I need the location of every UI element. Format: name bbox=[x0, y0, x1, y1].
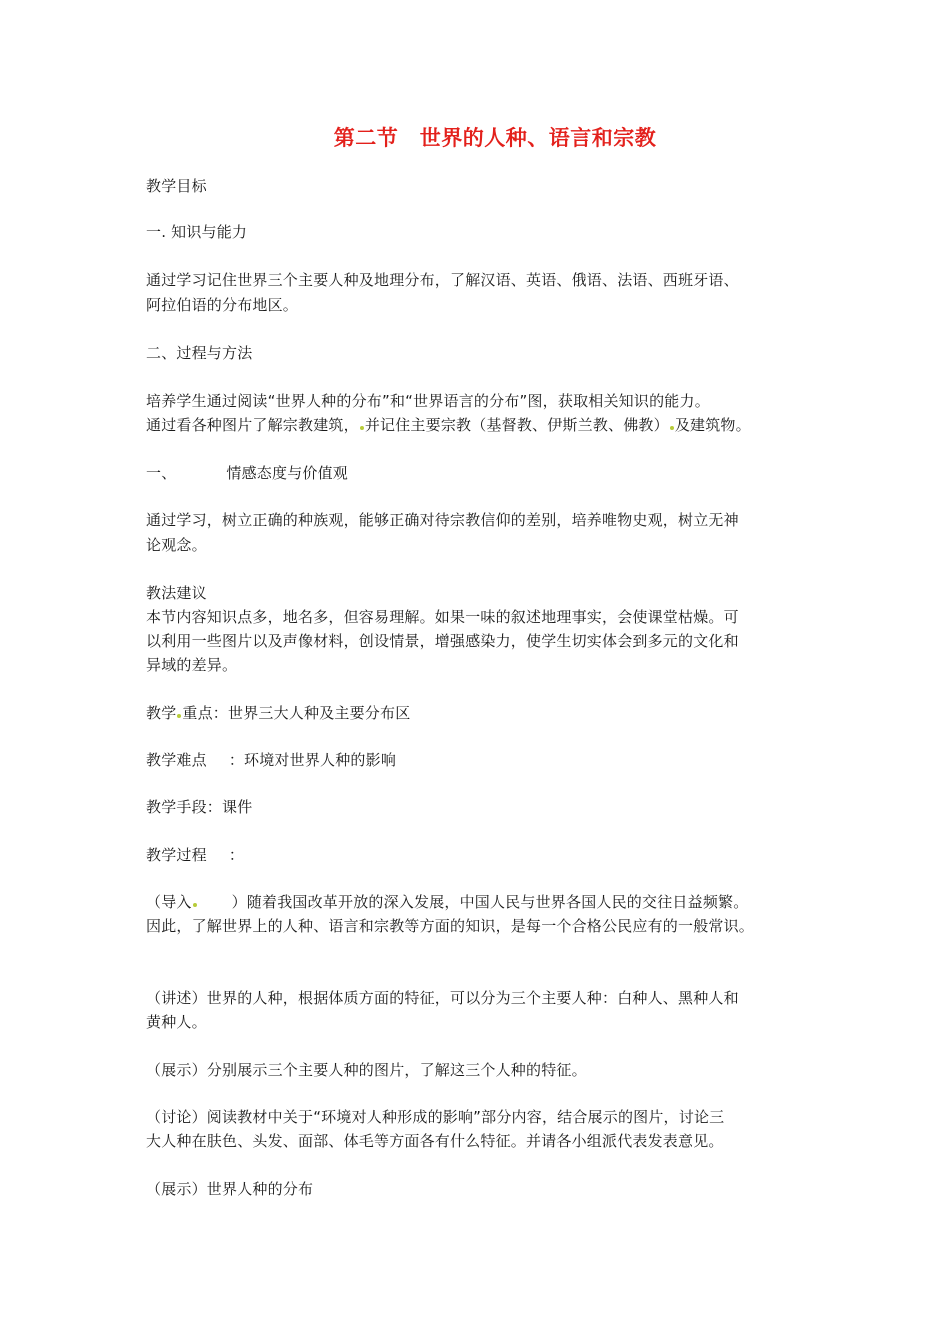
page-title: 第二节 世界的人种、语言和宗教 bbox=[333, 126, 657, 150]
difficulty-line bbox=[146, 748, 396, 772]
process-steps-line bbox=[146, 843, 244, 867]
annotation-mark bbox=[177, 714, 181, 718]
annotation-mark bbox=[193, 903, 197, 907]
annotation-mark bbox=[670, 426, 674, 430]
discuss-line-2: 大人种在肤色、头发、面部、体毛等方面各有什么特征。并请各小组派代表发表意见。 bbox=[146, 1132, 724, 1150]
lecture-line-1: （讲述）世界的人种，根据体质方面的特征，可以分为三个主要人种：白种人、黑种人和 bbox=[146, 989, 739, 1007]
lecture-line-2: 黄种人。 bbox=[146, 1013, 207, 1031]
process-text-line-2 bbox=[146, 413, 751, 437]
attitude-heading-line bbox=[146, 461, 348, 485]
method-text-line-1: 本节内容知识点多，地名多，但容易理解。如果一味的叙述地理事实，会使课堂枯燥。可 bbox=[146, 608, 739, 626]
process-heading: 二、过程与方法 bbox=[146, 344, 253, 362]
method-text-line-2: 以利用一些图片以及声像材料，创设情景，增强感染力，使学生切实体会到多元的文化和 bbox=[146, 632, 739, 650]
method-text-line-3: 异域的差异。 bbox=[146, 656, 238, 674]
annotation-mark bbox=[360, 426, 364, 430]
attitude-text-line-1: 通过学习，树立正确的种族观，能够正确对待宗教信仰的差别，培养唯物史观，树立无神 bbox=[146, 511, 739, 529]
focus-label: 教学 bbox=[146, 704, 177, 722]
process-text-line-1: 培养学生通过阅读“世界人种的分布”和“世界语言的分布”图，获取相关知识的能力。 bbox=[146, 392, 710, 410]
difficulty-text: ：环境对世界人种的影响 bbox=[228, 751, 397, 769]
process-text-part-a: 通过看各种图片了解宗教建筑， bbox=[146, 416, 359, 434]
intro-label: （导入 bbox=[146, 893, 192, 911]
focus-line bbox=[146, 701, 410, 725]
method-heading: 教法建议 bbox=[146, 584, 207, 602]
process-steps-label: 教学过程 bbox=[146, 846, 207, 864]
discuss-line-1: （讨论）阅读教材中关于“环境对人种形成的影响”部分内容，结合展示的图片，讨论三 bbox=[146, 1108, 725, 1126]
attitude-text-line-2: 论观念。 bbox=[146, 536, 207, 554]
intro-line-1 bbox=[146, 890, 748, 914]
knowledge-heading: 一. 知识与能力 bbox=[146, 223, 248, 241]
show-line-1: （展示）分别展示三个主要人种的图片，了解这三个人种的特征。 bbox=[146, 1061, 587, 1079]
intro-text-1: ）随着我国改革开放的深入发展，中国人民与世界各国人民的交往日益频繁。 bbox=[231, 893, 749, 911]
process-steps-colon: ： bbox=[228, 846, 245, 864]
process-text-part-b: 并记住主要宗教（基督教、伊斯兰教、佛教） bbox=[364, 416, 669, 434]
knowledge-text-line-2: 阿拉伯语的分布地区。 bbox=[146, 296, 299, 314]
objectives-heading: 教学目标 bbox=[146, 177, 207, 195]
means-line: 教学手段：课件 bbox=[146, 798, 253, 816]
process-text-part-c: 及建筑物。 bbox=[674, 416, 751, 434]
attitude-heading: 情感态度与价值观 bbox=[226, 464, 349, 482]
intro-line-2: 因此，了解世界上的人种、语言和宗教等方面的知识，是每一个合格公民应有的一般常识。 bbox=[146, 917, 755, 935]
focus-text: 重点：世界三大人种及主要分布区 bbox=[182, 704, 411, 722]
show-line-2: （展示）世界人种的分布 bbox=[146, 1180, 314, 1198]
attitude-number: 一、 bbox=[146, 464, 177, 482]
difficulty-label: 教学难点 bbox=[146, 751, 207, 769]
knowledge-text-line-1: 通过学习记住世界三个主要人种及地理分布，了解汉语、英语、俄语、法语、西班牙语、 bbox=[146, 271, 739, 289]
